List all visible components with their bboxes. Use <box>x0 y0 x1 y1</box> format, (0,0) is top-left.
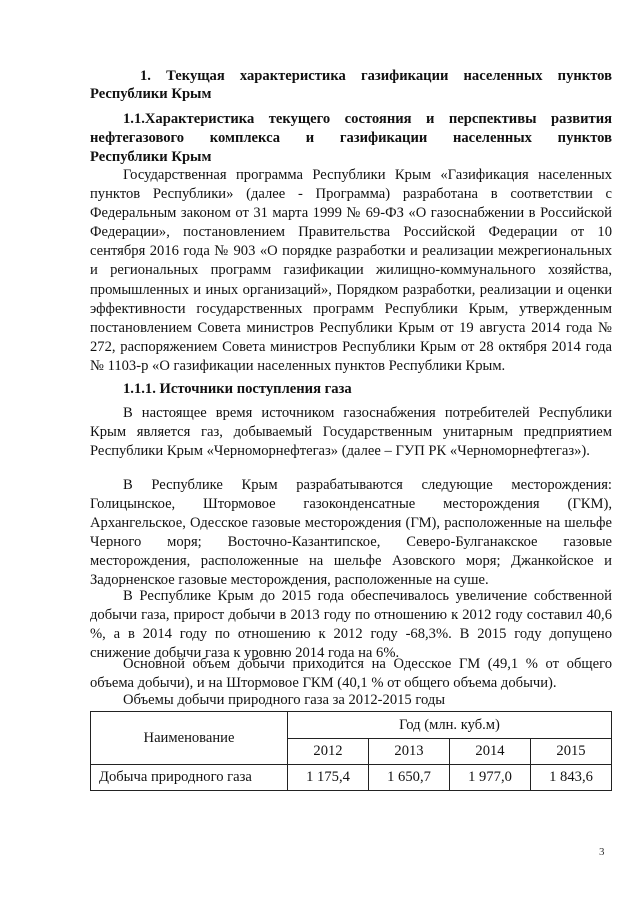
section-title: 1. Текущая характеристика газификации населенных пунктов Республики Крым <box>90 68 612 102</box>
table-year-cell: 2014 <box>450 739 531 765</box>
sources-paragraph-4: Основной объем добычи приходится на Одесское ГМ (49,1 % от общего объема добычи), и на Штормовое ГКМ (40,1 % от общего объема добычи). <box>90 656 612 692</box>
table-value-cell: 1 650,7 <box>369 765 450 791</box>
table-value-cell: 1 843,6 <box>531 765 612 791</box>
gas-production-table <box>90 711 612 791</box>
intro-paragraph: Государственная программа Республики Крым «Газификация населенных пунктов Республики» (далее - Программа) разработана в соответствии с Федеральным законом от 31 марта 1999 № 69-ФЗ «О газоснабжении в Российской Федерации», постановлением Правительства Российской Федерации от 10 сентября 2016 года № 903 «О порядке разработки и реализации межрегиональных и региональных программ газификации жилищно-коммунального хозяйства, промышленных и иных организаций», Порядком разработки, реализации и оценки эффективности государственных программ Республики Крым, утвержденным постановлением Совета министров Республики Крым от 19 августа 2014 года № 272, распоряжением Совета министров Республики Крым от 28 октября 2014 года № 1103-р «О газификации населенных пунктов Республики Крым. <box>90 167 612 374</box>
table-value-cell: 1 977,0 <box>450 765 531 791</box>
table-row-label: Добыча природного газа <box>91 765 288 791</box>
sources-paragraph-1: В настоящее время источником газоснабжения потребителей Республики Крым является газ, добываемый Государственным унитарным предприятием Республики Крым «Черноморнефтегаз» (далее – ГУП РК «Черноморнефтегаз»). <box>90 405 612 460</box>
table-year-cell: 2013 <box>369 739 450 765</box>
table-value-cell: 1 175,4 <box>288 765 369 791</box>
sources-heading: 1.1.1. Источники поступления газа <box>123 381 352 397</box>
sources-paragraph-2: В Республике Крым разрабатываются следующие месторождения: Голицынское, Штормовое газоконденсатные месторождения (ГКМ), Архангельское, Одесское газовые месторождения (ГМ), расположенные на шельфе Черного моря; Восточно-Казантипское, Северо-Булганакское газовые месторождения, расположенные на шельфе Азовского моря; Джанкойское и Задорненское газовые месторождения, расположенные на суше. <box>90 477 612 589</box>
sources-paragraph-3: В Республике Крым до 2015 года обеспечивалось увеличение собственной добычи газа, прирост добычи в 2013 году по отношению к 2012 году составил 40,6 %, а в 2014 году по отношению к 2012 году -68,3%. В 2015 году допущено снижение добычи газа к уровню 2014 года на 6%. <box>90 588 612 662</box>
table-row <box>91 765 612 791</box>
page-number: 3 <box>599 846 605 858</box>
table-header-name: Наименование <box>91 712 288 765</box>
table-caption: Объемы добычи природного газа за 2012-2015 годы <box>123 692 446 708</box>
subsection-title: 1.1.Характеристика текущего состояния и перспективы развития нефтегазового комплекса и газификации населенных пунктов <box>90 111 612 146</box>
table-year-cell: 2015 <box>531 739 612 765</box>
table-header-year: Год (млн. куб.м) <box>288 712 612 739</box>
subsection-title-tail: Республики Крым <box>90 149 212 165</box>
table-year-cell: 2012 <box>288 739 369 765</box>
